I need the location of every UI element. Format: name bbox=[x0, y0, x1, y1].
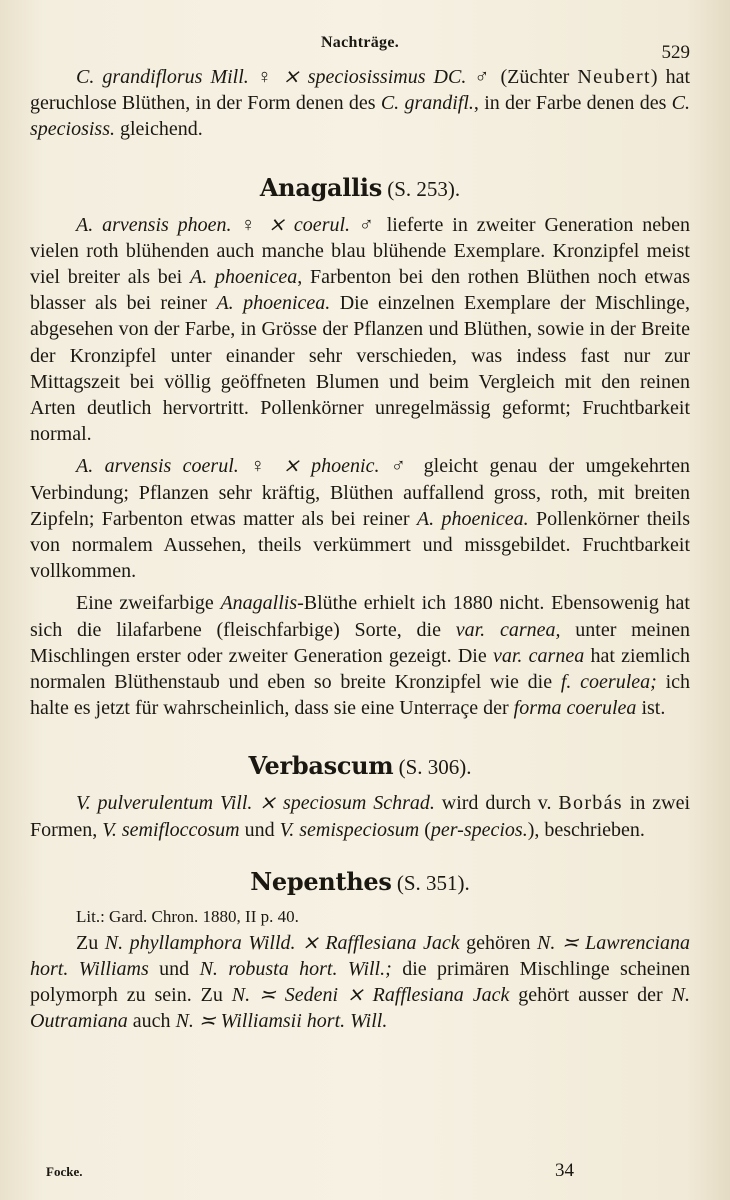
page-reference: (S. 253). bbox=[381, 176, 461, 201]
text-run: hat ziemlich normalen Blüthenstaub und eben so breite Kronzipfel wie die bbox=[30, 644, 691, 694]
running-title: Nachträge. bbox=[320, 34, 400, 51]
taxon-name: N. robusta hort. Will.; bbox=[199, 958, 392, 981]
text-run: die primären Mischlinge scheinen polymorph zu sein. Zu bbox=[30, 958, 691, 1007]
text-run: ( bbox=[419, 818, 431, 841]
person-name: Neubert bbox=[577, 66, 651, 88]
taxon-name: N. ≍ Lawrenciana hort. Williams bbox=[30, 931, 690, 981]
genus-name: Nepenthes bbox=[250, 866, 392, 896]
text-run: lieferte in zweiter Generation neben vielen roth blühenden auch manche blau blühende Exemplare. Kronzipfel meist viel breiter als bei bbox=[30, 213, 690, 289]
person-name: Borbás bbox=[558, 792, 623, 815]
text-run: , Farbenton bei den rothen Blüthen noch etwas blasser als bei reiner bbox=[30, 266, 690, 315]
text-run: und bbox=[239, 818, 280, 841]
running-head bbox=[30, 30, 690, 64]
text-run: wird durch v. bbox=[434, 792, 559, 815]
taxon-name: var. carnea bbox=[492, 644, 585, 667]
section-heading-anagallis bbox=[30, 173, 690, 202]
text-run: , in der Farbe denen des bbox=[473, 92, 672, 115]
taxon-name: N. ≍ Williamsii hort. Will. bbox=[175, 1010, 388, 1033]
paragraph-verbascum bbox=[30, 790, 690, 842]
taxon-name: per-specios. bbox=[430, 818, 528, 841]
paragraph-anagallis-2 bbox=[30, 453, 690, 584]
text-run: ), beschrieben. bbox=[527, 818, 645, 841]
taxon-name: A. phoenicea. bbox=[416, 507, 529, 530]
taxon-name: Anagallis bbox=[220, 592, 298, 615]
paragraph-cereus bbox=[30, 64, 690, 143]
text-run: Eine zweifarbige bbox=[76, 592, 221, 615]
section-heading-nepenthes bbox=[30, 867, 690, 896]
taxon-name: A. phoenicea bbox=[190, 266, 298, 289]
taxon-name: N. phyllamphora Willd. ⨯ Rafflesiana Jack bbox=[104, 931, 460, 954]
taxon-name: C. speciosiss. bbox=[30, 92, 691, 141]
taxon-name: f. coerulea; bbox=[560, 671, 657, 694]
text-run: Zu bbox=[76, 931, 105, 954]
paragraph-anagallis-1 bbox=[30, 212, 690, 448]
text-run: gehört ausser der bbox=[509, 984, 672, 1007]
text-run: ich halte es jetzt für wahrscheinlich, dass sie eine Unterraçe der bbox=[30, 671, 690, 720]
taxon-name: V. semifloccosum bbox=[102, 818, 240, 841]
text-run: und bbox=[148, 958, 200, 981]
text-run: Die einzelnen Exemplare der Mischlinge, abgesehen von der Farbe, in Grösse der Pflanzen und Blüthen, sowie in der Breite der Kronzipfel unter einander sehr verschieden, was indess fast nur zur Mittagszeit bei völlig geöffneten Blumen und beim Vergleich mit den reinen Arten deutlich hervortritt. Pollenkörner unregelmässig geformt; Fruchtbarkeit normal. bbox=[30, 292, 690, 446]
text-run: unter meinen Mischlingen erster oder zweiter Generation gezeigt. Die bbox=[30, 618, 690, 667]
literature-reference: Lit.: Gard. Chron. 1880, II p. 40. bbox=[76, 906, 299, 926]
taxon-name: V. semispeciosum bbox=[279, 818, 420, 841]
page-footer bbox=[30, 1160, 690, 1186]
taxon-name: N. ≍ Sedeni ⨯ Rafflesiana Jack bbox=[231, 984, 510, 1007]
taxon-name: C. grandiflorus Mill. ♀ ⨯ speciosissimus DC. ♂ bbox=[76, 66, 493, 88]
page-reference: (S. 306). bbox=[393, 755, 472, 780]
text-run: auch bbox=[127, 1010, 176, 1033]
taxon-name: C. grandifl. bbox=[380, 92, 474, 115]
taxon-name: A. arvensis coerul. ♀ ⨯ phoenic. ♂ bbox=[76, 455, 413, 478]
taxon-name: forma coerulea bbox=[513, 697, 637, 720]
text-run: gleicht genau der umgekehrten Verbindung; Pflanzen sehr kräftig, Blüthen auffallend gross, roth, mit breiten Zipfeln; Farbenton etwas matter als bei reiner bbox=[30, 455, 690, 530]
taxon-name: A. phoenicea. bbox=[216, 292, 331, 315]
page-reference: (S. 351). bbox=[391, 870, 470, 895]
section-heading-verbascum bbox=[30, 751, 690, 780]
taxon-name: N. Outramiana bbox=[30, 984, 690, 1033]
taxon-name: var. carnea, bbox=[455, 618, 561, 641]
paragraph-anagallis-3 bbox=[30, 590, 690, 721]
text-run: gleichend. bbox=[115, 118, 203, 141]
text-run: Pollenkörner theils von normalem Aussehen, theils verkümmert und missgebildet. Fruchtbarkeit vollkommen. bbox=[30, 507, 691, 583]
genus-name: Anagallis bbox=[259, 172, 382, 202]
footer-author: Focke. bbox=[46, 1164, 83, 1179]
text-run: ist. bbox=[636, 697, 666, 720]
text-run: -Blüthe erhielt ich 1880 nicht. Ebensowenig hat sich die lilafarbene (fleischfarbige) Sorte, die bbox=[30, 592, 690, 641]
text-run: gehören bbox=[459, 931, 538, 954]
taxon-name: V. pulverulentum Vill. ⨯ speciosum Schrad. bbox=[76, 792, 435, 815]
page-number: 529 bbox=[661, 42, 690, 63]
paragraph-nepenthes bbox=[30, 930, 690, 1035]
text-run: in zwei Formen, bbox=[30, 792, 691, 841]
genus-name: Verbascum bbox=[248, 751, 394, 781]
text-run: (Züchter bbox=[492, 66, 578, 88]
text-run: ) hat geruchlose Blüthen, in der Form denen des bbox=[30, 66, 690, 115]
taxon-name: A. arvensis phoen. ♀ ⨯ coerul. ♂ bbox=[76, 213, 378, 236]
signature-number: 34 bbox=[555, 1160, 574, 1181]
